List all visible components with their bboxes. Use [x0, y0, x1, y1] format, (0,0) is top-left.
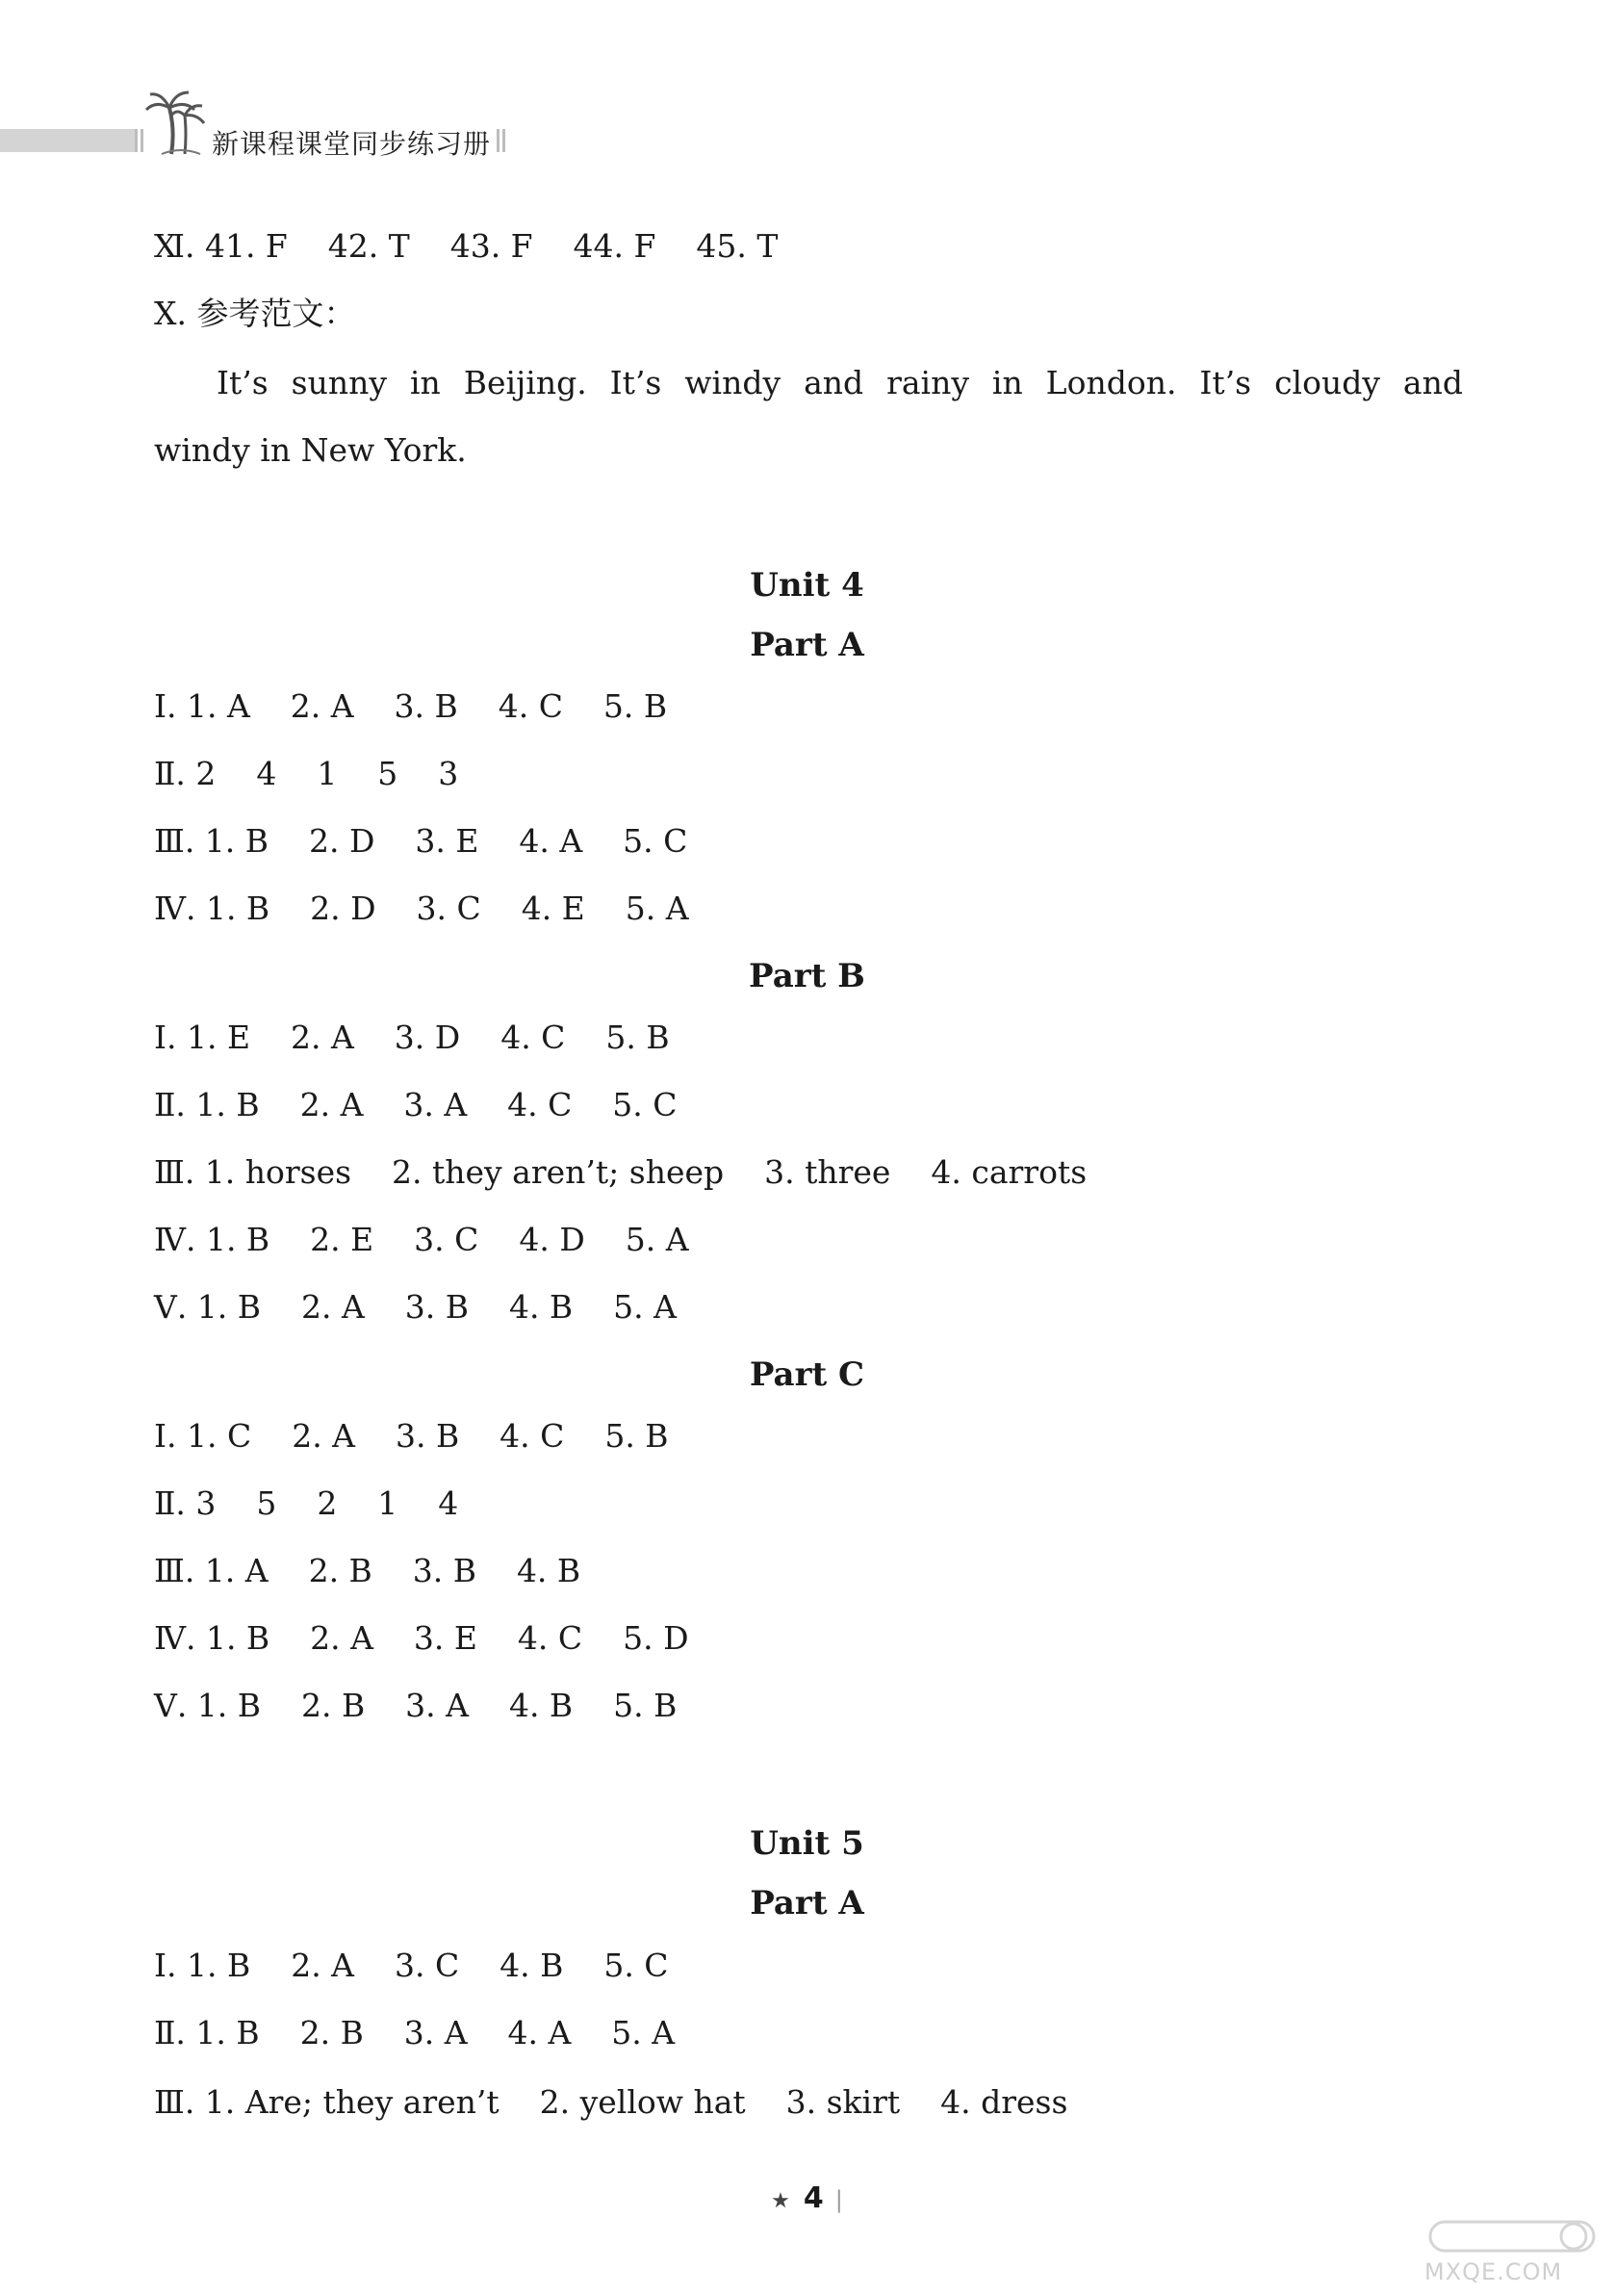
essay-line-2: windy in New York. [154, 431, 467, 469]
answer-line: Ⅱ. 3 5 2 1 4 [154, 1484, 459, 1522]
page-footer [0, 2181, 1614, 2215]
answer-line: Ⅰ. 1. C 2. A 3. B 4. C 5. B [154, 1417, 669, 1455]
page-header [0, 87, 597, 164]
header-end-stripes [497, 129, 508, 152]
unit4-title: Unit 4 [750, 566, 864, 605]
header-title: 新课程课堂同步练习册 [212, 128, 492, 160]
unit5-partA-title: Part A [750, 1884, 864, 1922]
divider-tick: | [834, 2186, 843, 2213]
unit4-partB-title: Part B [749, 957, 865, 995]
watermark-logo-icon [1424, 2214, 1607, 2258]
essay-line-1: It’s sunny in Beijing. It’s windy and rainy in London. It’s cloudy and [217, 364, 1463, 401]
answer-line: Ⅰ. 1. A 2. A 3. B 4. C 5. B [154, 687, 668, 725]
answer-line: Ⅳ. 1. B 2. A 3. E 4. C 5. D [154, 1619, 689, 1657]
unit4-partC-title: Part C [749, 1355, 865, 1394]
page-number: 4 [803, 2181, 824, 2215]
header-bar [0, 129, 135, 152]
answer-line: Ⅳ. 1. B 2. E 3. C 4. D 5. A [154, 1221, 689, 1258]
answer-line: Ⅲ. 1. horses 2. they aren’t; sheep 3. three 4. carrots [154, 1153, 1088, 1191]
palm-tree-icon [142, 87, 210, 156]
watermark-text: MXQE.COM [1424, 2258, 1563, 2285]
answer-line: Ⅴ. 1. B 2. A 3. B 4. B 5. A [154, 1288, 677, 1326]
answer-line: Ⅲ. 1. B 2. D 3. E 4. A 5. C [154, 822, 688, 860]
answer-line: Ⅱ. 2 4 1 5 3 [154, 755, 459, 792]
unit5-title: Unit 5 [750, 1824, 864, 1863]
answer-line: Ⅱ. 1. B 2. B 3. A 4. A 5. A [154, 2014, 676, 2051]
watermark [1424, 2214, 1607, 2291]
answer-line: Ⅲ. 1. A 2. B 3. B 4. B [154, 1552, 581, 1589]
answer-line: Ⅱ. 1. B 2. A 3. A 4. C 5. C [154, 1086, 678, 1123]
answer-line: Ⅲ. 1. Are; they aren’t 2. yellow hat 3. skirt 4. dress [154, 2083, 1068, 2121]
star-icon: ★ [771, 2189, 790, 2213]
answer-line-x: Ⅹ. 参考范文： [154, 295, 356, 332]
answer-line: Ⅰ. 1. E 2. A 3. D 4. C 5. B [154, 1019, 670, 1056]
answer-line-xi: Ⅺ. 41. F 42. T 43. F 44. F 45. T [154, 227, 779, 265]
unit4-partA-title: Part A [750, 626, 864, 664]
answer-line: Ⅳ. 1. B 2. D 3. C 4. E 5. A [154, 890, 689, 927]
answer-line: Ⅰ. 1. B 2. A 3. C 4. B 5. C [154, 1947, 669, 1984]
answer-line: Ⅴ. 1. B 2. B 3. A 4. B 5. B [154, 1687, 678, 1724]
